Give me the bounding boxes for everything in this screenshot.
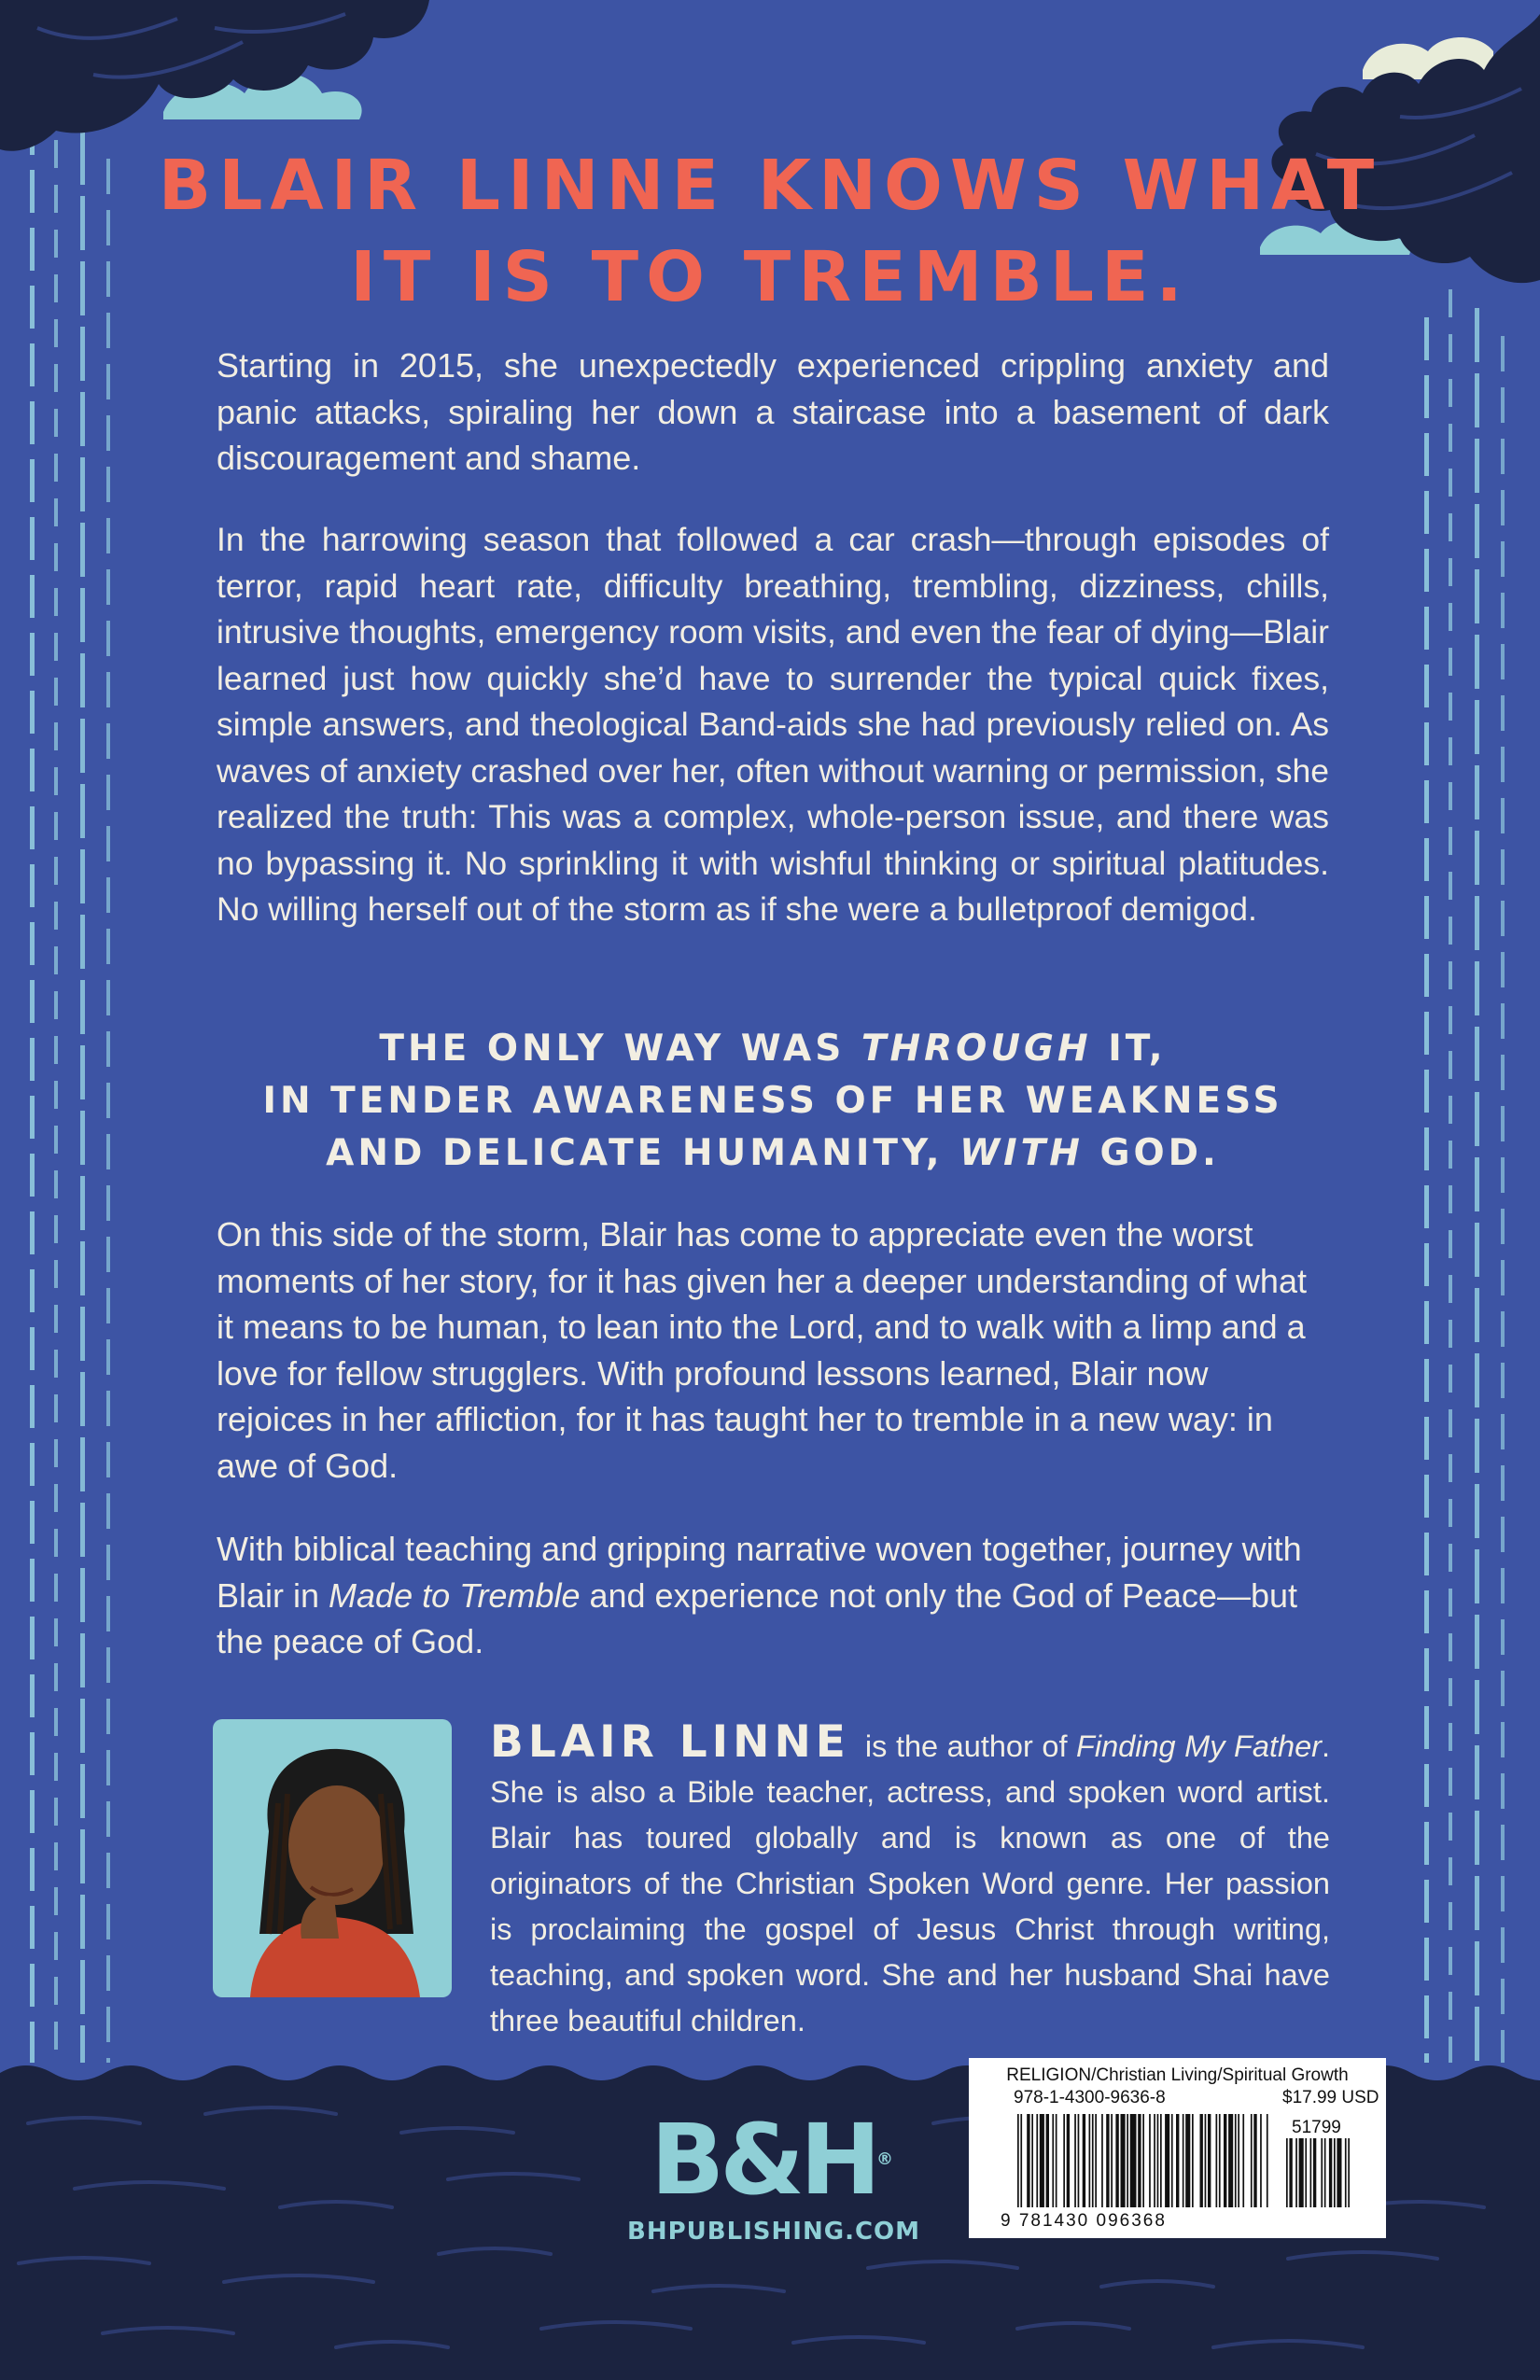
barcode-bar — [1348, 2138, 1350, 2207]
headline: BLAIR LINNE KNOWS WHAT IT IS TO TREMBLE. — [158, 146, 1382, 317]
paragraph-closing — [217, 1526, 1329, 1665]
author-photo — [213, 1719, 452, 1997]
barcode-bar — [1219, 2114, 1221, 2207]
barcode-bar — [1321, 2138, 1323, 2207]
rain-streaks-left — [26, 0, 119, 2063]
barcode-bar — [1205, 2114, 1207, 2207]
publisher-url: BHPUBLISHING.COM — [627, 2218, 920, 2246]
barcode-bar — [1228, 2114, 1233, 2207]
barcode-bar — [1074, 2114, 1076, 2207]
barcode-bar — [1115, 2114, 1118, 2207]
barcode-bar — [1171, 2114, 1173, 2207]
barcode-bar — [1056, 2114, 1057, 2207]
barcode-bar — [1337, 2138, 1341, 2207]
pull-quote-part: IT, — [1091, 1028, 1167, 1070]
barcode-bar — [1176, 2114, 1179, 2207]
barcode-bar — [1157, 2114, 1159, 2207]
previous-book-title: Finding My Father — [1076, 1729, 1322, 1763]
barcode-bar — [1185, 2114, 1190, 2207]
barcode-bar — [1242, 2114, 1244, 2207]
barcode-bar — [1138, 2114, 1141, 2207]
barcode-bar — [1067, 2114, 1070, 2207]
barcode-bar — [1305, 2138, 1307, 2207]
barcode-bar — [1092, 2114, 1094, 2207]
addon-barcode — [1286, 2138, 1361, 2207]
bisac-category: RELIGION/Christian Living/Spiritual Growth — [1006, 2065, 1349, 2085]
barcode-bar — [1020, 2114, 1022, 2207]
bh-logo-letters: B&H — [650, 2103, 876, 2217]
barcode-bar — [1238, 2114, 1239, 2207]
pull-quote-part: AND DELICATE HUMANITY, — [326, 1132, 960, 1174]
barcode-bar — [1036, 2114, 1038, 2207]
pull-quote-part: THE ONLY WAY WAS — [379, 1028, 861, 1070]
barcode-bar — [1289, 2138, 1292, 2207]
barcode-bar — [1130, 2114, 1137, 2207]
barcode-bar — [1160, 2114, 1162, 2207]
pull-quote — [217, 1023, 1329, 1180]
paragraph-car-crash: In the harrowing season that followed a car crash—through episodes of terror, rapid heart rate, difficulty breathing, trembling, dizziness, chills, intrusive thoughts, emergency room visits, and even the fear of dying—Blair learned just how quickly she’d have to surrender the typical quick fixes, simple answers, and theological Band-aids she had previously relied on. As waves of anxiety crashed over her, often without warning or permission, she realized the truth: This was a complex, whole-person issue, and there was no bypassing it. No sprinkling it with wishful thinking or spiritual platitudes. No willing herself out of the storm as if she were a bulletproof demigod. — [217, 521, 1329, 928]
barcode-bar — [1101, 2114, 1103, 2207]
bh-logo-mark — [627, 2103, 917, 2217]
barcode-bar — [1192, 2114, 1194, 2207]
barcode-bar — [1089, 2114, 1091, 2207]
barcode-bar — [1299, 2138, 1304, 2207]
author-portrait-illustration — [213, 1719, 452, 1997]
barcode-bar — [1027, 2114, 1029, 2207]
registered-mark: ® — [876, 2149, 893, 2169]
pull-quote-emphasis: WITH — [959, 1132, 1084, 1174]
pull-quote-emphasis: THROUGH — [861, 1028, 1092, 1070]
author-bio — [490, 1716, 1331, 2044]
storm-cloud-left — [0, 0, 448, 163]
barcode-bar — [1111, 2114, 1113, 2207]
barcode-bar — [1095, 2114, 1097, 2207]
barcode-bar — [1040, 2114, 1044, 2207]
pull-quote-part: IN TENDER AWARENESS OF HER WEAKNESS — [262, 1080, 1283, 1122]
barcode-bar — [1251, 2114, 1253, 2207]
barcode-bar — [1216, 2114, 1218, 2207]
pull-quote-part: GOD. — [1083, 1132, 1220, 1174]
barcode-bar — [1052, 2114, 1054, 2207]
isbn-barcode-label — [969, 2058, 1386, 2238]
barcode-bar — [1286, 2138, 1288, 2207]
price: $17.99 USD — [1282, 2088, 1379, 2107]
isbn-number: 978-1-4300-9636-8 — [1014, 2088, 1166, 2107]
barcode-bar — [1253, 2114, 1256, 2207]
ean-digits: 9 781430 096368 — [1001, 2211, 1167, 2231]
barcode-bar — [1208, 2114, 1211, 2207]
barcode-bar — [1154, 2114, 1155, 2207]
paragraph-intro: Starting in 2015, she unexpectedly experienced crippling anxiety and panic attacks, spiraling her down a staircase into a basement of dark discouragement and shame. — [217, 346, 1329, 477]
barcode-bar — [1345, 2138, 1347, 2207]
closing-text: With biblical teaching and gripping narrative woven together, journey with Blair in — [217, 1530, 1302, 1615]
barcode-bar — [1235, 2114, 1237, 2207]
closing-text: and experience not only the God of Peace—but the peace of God. — [217, 1575, 1297, 1660]
barcode-bar — [1260, 2114, 1262, 2207]
rain-streaks-right — [1421, 0, 1514, 2063]
barcode-bar — [1200, 2114, 1203, 2207]
barcode-bar — [1017, 2114, 1019, 2207]
barcode-bar — [1142, 2114, 1144, 2207]
barcode-bar — [1183, 2114, 1184, 2207]
barcode-bar — [1295, 2138, 1297, 2207]
barcode-bar — [1165, 2114, 1169, 2207]
book-title: Made to Tremble — [329, 1575, 581, 1615]
barcode-bar — [1046, 2114, 1049, 2207]
barcode-bar — [1063, 2114, 1065, 2207]
barcode-bar — [1329, 2138, 1332, 2207]
barcode-bar — [1334, 2138, 1336, 2207]
barcode-bar — [1149, 2114, 1151, 2207]
paragraph-storm: On this side of the storm, Blair has come to appreciate even the worst moments of her story, for it has given her a deeper understanding of what it means to be human, to lean into the Lord, and to walk with a limp and a love for fellow strugglers. With profound lessons learned, Blair now rejoices in her affliction, for it has taught her to tremble in a new way: in awe of God. — [217, 1215, 1307, 1485]
barcode-bar — [1224, 2114, 1226, 2207]
barcode-bar — [1083, 2114, 1085, 2207]
barcode-bar — [1078, 2114, 1080, 2207]
barcode-bar — [1031, 2114, 1033, 2207]
barcode-bar — [1310, 2138, 1312, 2207]
barcode-bar — [1267, 2114, 1268, 2207]
ean-barcode — [1017, 2114, 1269, 2207]
barcode-bar — [1121, 2114, 1126, 2207]
author-name: BLAIR LINNE — [490, 1716, 850, 1768]
publisher-logo — [627, 2103, 920, 2246]
bio-text: . She is also a Bible teacher, actress, and spoken word artist. Blair has toured globally and is known as one of the originators of the Christian Spoken Word genre. Her passion is proclaiming the gospel of Jesus Christ through writing, teaching, and spoken word. She and her husband Shai have three beautiful children. — [490, 1729, 1331, 2037]
barcode-bar — [1324, 2138, 1326, 2207]
barcode-bar — [1127, 2114, 1128, 2207]
bio-text: is the author of — [864, 1729, 1077, 1763]
price-addon-code: 51799 — [1292, 2118, 1341, 2137]
barcode-bar — [1106, 2114, 1109, 2207]
barcode-bar — [1313, 2138, 1316, 2207]
